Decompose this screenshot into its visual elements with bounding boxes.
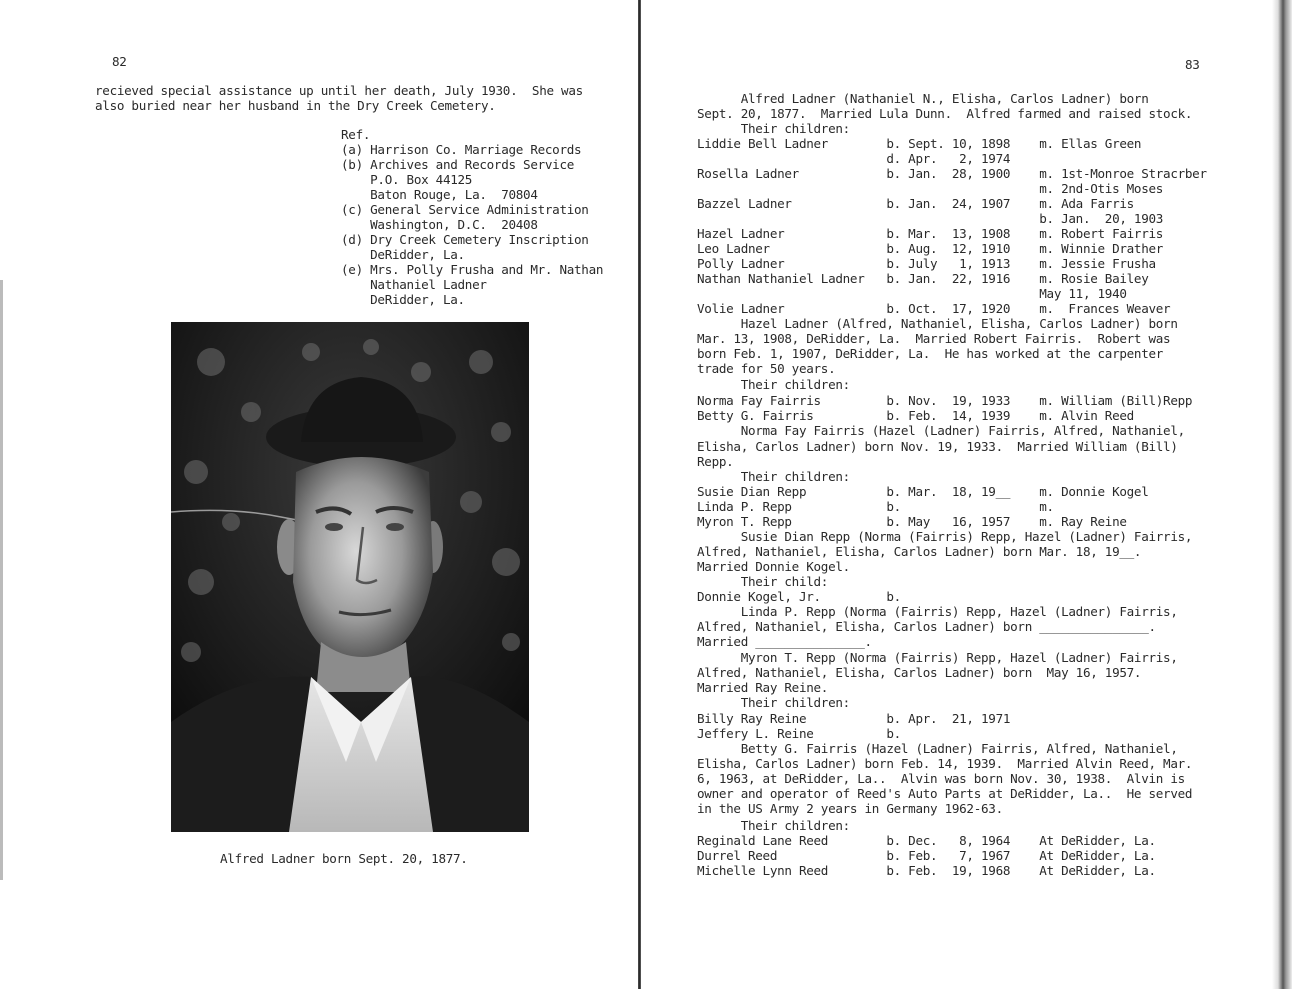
text-line: Their children: — [697, 377, 850, 392]
text-line: Myron T. Repp b. May 16, 1957 m. Ray Reine — [697, 514, 1127, 529]
text-line: Linda P. Repp b. m. — [697, 499, 1054, 514]
text-line: Michelle Lynn Reed b. Feb. 19, 1968 At DeRidder, La. — [697, 863, 1156, 878]
ref-line: DeRidder, La. — [341, 292, 465, 307]
text-line: Their children: — [697, 469, 850, 484]
ref-heading: Ref. — [341, 127, 371, 142]
left-page-number: 82 — [112, 54, 127, 69]
text-line: owner and operator of Reed's Auto Parts at DeRidder, La.. He served — [697, 786, 1193, 801]
text-line: Durrel Reed b. Feb. 7, 1967 At DeRidder, La. — [697, 848, 1156, 863]
ref-line: (d) Dry Creek Cemetery Inscription — [341, 232, 589, 247]
intro-line-1: recieved special assistance up until her death, July 1930. She was — [95, 83, 583, 98]
text-line: May 11, 1940 — [697, 286, 1127, 301]
text-line: Leo Ladner b. Aug. 12, 1910 m. Winnie Drather — [697, 241, 1164, 256]
left-page-edge — [0, 280, 3, 880]
text-line: Married _______________. — [697, 634, 872, 649]
text-line: Married Ray Reine. — [697, 680, 829, 695]
text-line: trade for 50 years. — [697, 361, 836, 376]
ref-line: DeRidder, La. — [341, 247, 465, 262]
text-line: Billy Ray Reine b. Apr. 21, 1971 — [697, 711, 1011, 726]
text-line: m. 2nd-Otis Moses — [697, 181, 1164, 196]
ref-line: P.O. Box 44125 — [341, 172, 473, 187]
text-line: Their children: — [697, 695, 850, 710]
ref-line: Nathaniel Ladner — [341, 277, 487, 292]
text-line: Their child: — [697, 574, 829, 589]
text-line: Repp. — [697, 454, 734, 469]
text-line: Their children: — [697, 818, 850, 833]
text-line: Elisha, Carlos Ladner) born Nov. 19, 1933. Married William (Bill) — [697, 439, 1178, 454]
text-line: b. Jan. 20, 1903 — [697, 211, 1164, 226]
text-line: Hazel Ladner (Alfred, Nathaniel, Elisha, Carlos Ladner) born — [697, 316, 1178, 331]
text-line: Married Donnie Kogel. — [697, 559, 850, 574]
ref-line: (b) Archives and Records Service — [341, 157, 575, 172]
text-line: Nathan Nathaniel Ladner b. Jan. 22, 1916 m. Rosie Bailey — [697, 271, 1149, 286]
ref-line: (a) Harrison Co. Marriage Records — [341, 142, 582, 157]
text-line: Jeffery L. Reine b. — [697, 726, 901, 741]
text-line: Susie Dian Repp b. Mar. 18, 19__ m. Donnie Kogel — [697, 484, 1149, 499]
book-gutter — [638, 0, 641, 989]
text-line: Susie Dian Repp (Norma (Fairris) Repp, Hazel (Ladner) Fairris, — [697, 529, 1193, 544]
right-page-edge-shadow — [1272, 0, 1292, 989]
text-line: Liddie Bell Ladner b. Sept. 10, 1898 m. Ellas Green — [697, 136, 1142, 151]
ref-line: (c) General Service Administration — [341, 202, 589, 217]
text-line: Sept. 20, 1877. Married Lula Dunn. Alfred farmed and raised stock. — [697, 106, 1193, 121]
text-line: Polly Ladner b. July 1, 1913 m. Jessie Frusha — [697, 256, 1156, 271]
text-line: Their children: — [697, 121, 850, 136]
text-line: Alfred, Nathaniel, Elisha, Carlos Ladner) born May 16, 1957. — [697, 665, 1142, 680]
ref-line: Baton Rouge, La. 70804 — [341, 187, 538, 202]
text-line: Mar. 13, 1908, DeRidder, La. Married Robert Fairris. Robert was — [697, 331, 1171, 346]
text-line: Bazzel Ladner b. Jan. 24, 1907 m. Ada Farris — [697, 196, 1134, 211]
text-line: Alfred Ladner (Nathaniel N., Elisha, Carlos Ladner) born — [697, 91, 1149, 106]
text-line: Elisha, Carlos Ladner) born Feb. 14, 1939. Married Alvin Reed, Mar. — [697, 756, 1193, 771]
text-line: Donnie Kogel, Jr. b. — [697, 589, 901, 604]
text-line: Myron T. Repp (Norma (Fairris) Repp, Hazel (Ladner) Fairris, — [697, 650, 1178, 665]
text-line: in the US Army 2 years in Germany 1962-63. — [697, 801, 1003, 816]
text-line: Norma Fay Fairris b. Nov. 19, 1933 m. William (Bill)Repp — [697, 393, 1193, 408]
text-line: Alfred, Nathaniel, Elisha, Carlos Ladner) born Mar. 18, 19__. — [697, 544, 1142, 559]
photo-caption: Alfred Ladner born Sept. 20, 1877. — [220, 851, 468, 866]
text-line: Alfred, Nathaniel, Elisha, Carlos Ladner) born _______________. — [697, 619, 1156, 634]
text-line: Betty G. Fairris b. Feb. 14, 1939 m. Alvin Reed — [697, 408, 1134, 423]
intro-line-2: also buried near her husband in the Dry Creek Cemetery. — [95, 98, 496, 113]
text-line: Betty G. Fairris (Hazel (Ladner) Fairris, Alfred, Nathaniel, — [697, 741, 1178, 756]
ref-line: (e) Mrs. Polly Frusha and Mr. Nathan — [341, 262, 604, 277]
text-line: born Feb. 1, 1907, DeRidder, La. He has worked at the carpenter — [697, 346, 1164, 361]
portrait-photo — [171, 322, 529, 832]
ref-line: Washington, D.C. 20408 — [341, 217, 538, 232]
text-line: Volie Ladner b. Oct. 17, 1920 m. Frances Weaver — [697, 301, 1171, 316]
text-line: Rosella Ladner b. Jan. 28, 1900 m. 1st-Monroe Stracrber — [697, 166, 1207, 181]
text-line: d. Apr. 2, 1974 — [697, 151, 1011, 166]
text-line: Reginald Lane Reed b. Dec. 8, 1964 At DeRidder, La. — [697, 833, 1156, 848]
text-line: 6, 1963, at DeRidder, La.. Alvin was born Nov. 30, 1938. Alvin is — [697, 771, 1185, 786]
right-page-number: 83 — [1185, 57, 1200, 72]
text-line: Hazel Ladner b. Mar. 13, 1908 m. Robert Fairris — [697, 226, 1164, 241]
text-line: Linda P. Repp (Norma (Fairris) Repp, Hazel (Ladner) Fairris, — [697, 604, 1178, 619]
text-line: Norma Fay Fairris (Hazel (Ladner) Fairris, Alfred, Nathaniel, — [697, 423, 1185, 438]
